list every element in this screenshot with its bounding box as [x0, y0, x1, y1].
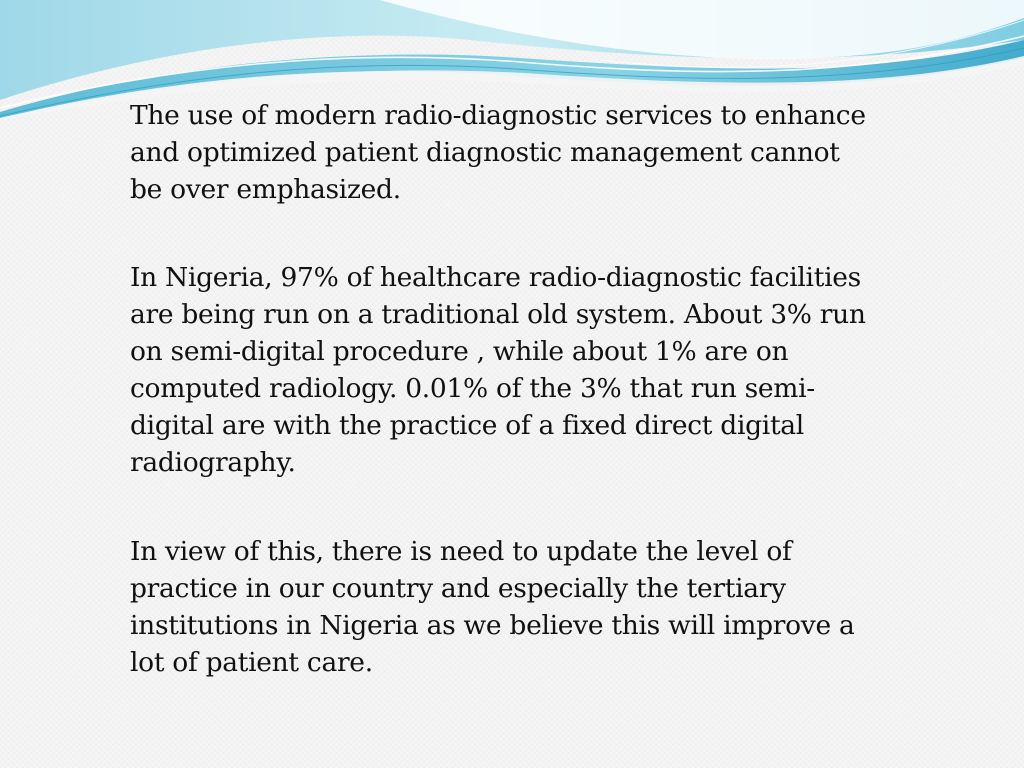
paragraph-nigeria-statistics: In Nigeria, 97% of healthcare radio-diagnostic facilities are being run on a traditional old system. About 3% run on semi-digital procedure , while about 1% are on computed radiology. 0.01% of the 3% that run semi- digital are with the practice of a fixed direct digital radiography. — [130, 262, 866, 478]
slide-body — [130, 97, 960, 681]
paragraph-recommendation: In view of this, there is need to update the level of practice in our country and especially the tertiary institutions in Nigeria as we believe this will improve a lot of patient care. — [130, 536, 855, 678]
paragraph-intro: The use of modern radio-diagnostic services to enhance and optimized patient diagnostic management cannot be over emphasized. — [130, 100, 866, 205]
